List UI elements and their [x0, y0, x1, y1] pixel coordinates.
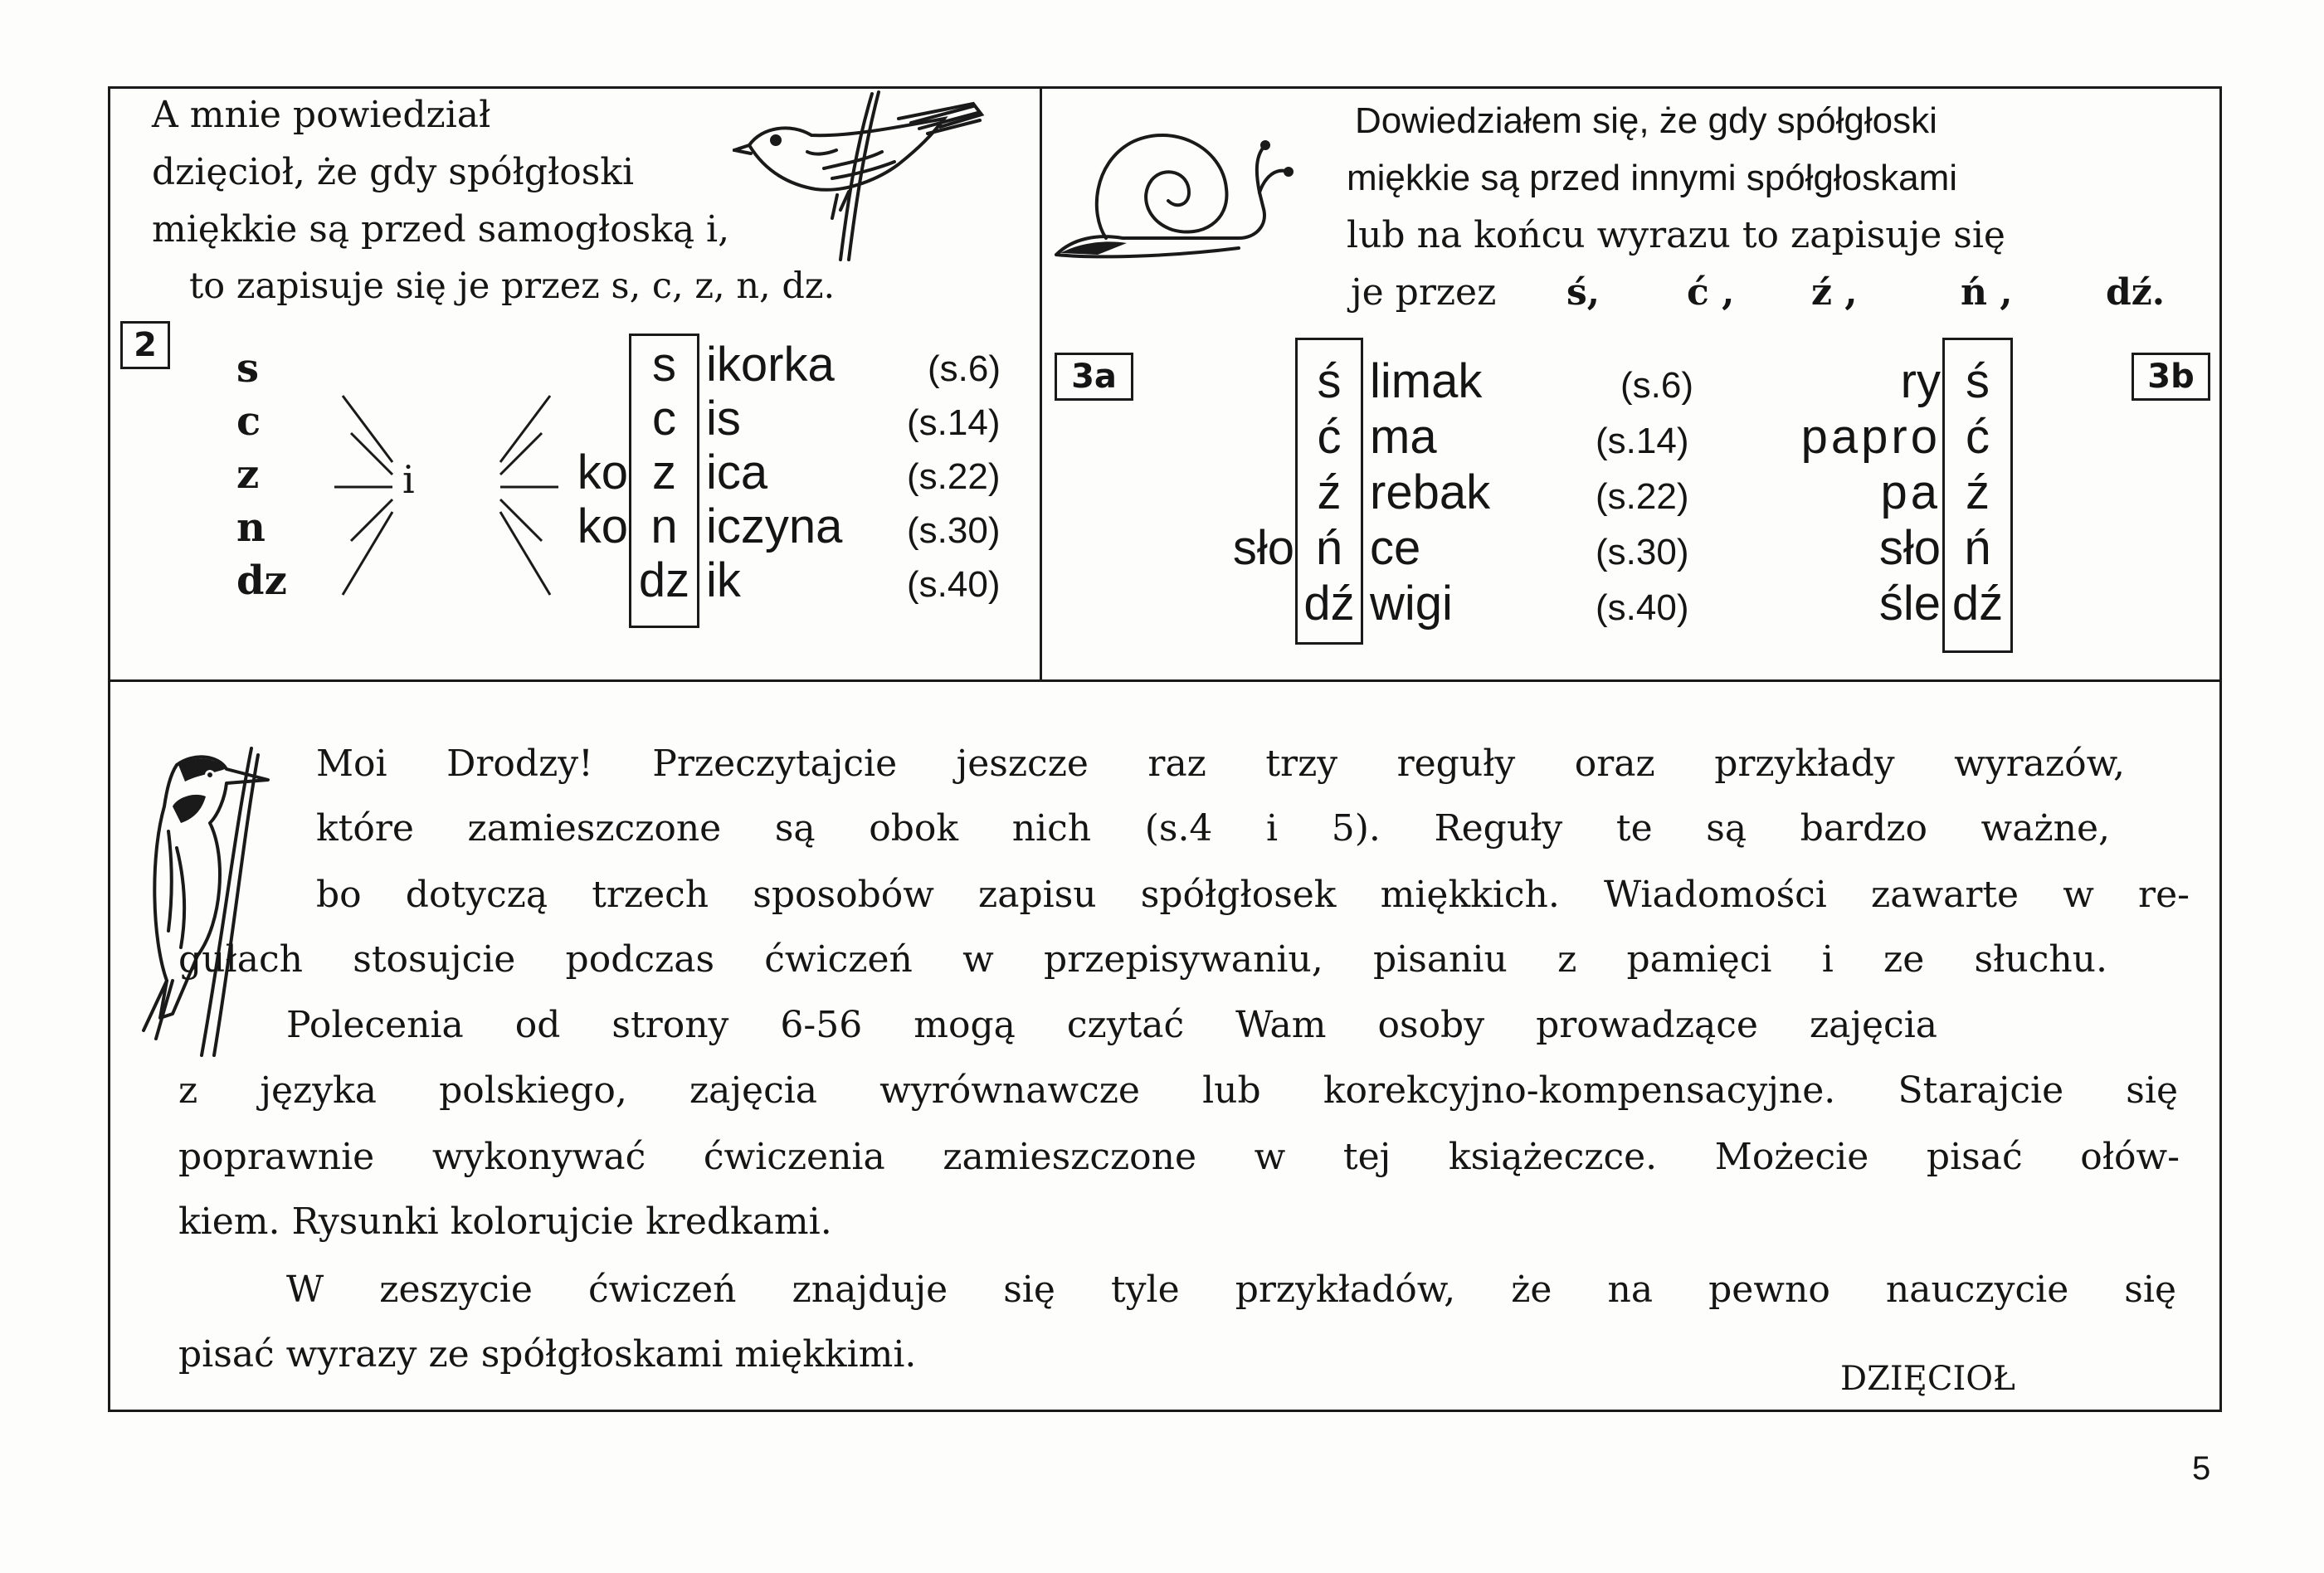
s2-word-4-rest: iczyna	[706, 499, 843, 553]
s2-word-5-letter: dz	[638, 553, 690, 607]
right-rule-letter-dz: dź.	[2106, 271, 2166, 314]
s2-word-4-ref: (s.30)	[907, 510, 1001, 551]
s3a-word-2-rest: ma	[1370, 410, 1437, 464]
s3b-word-5-letter: dź	[1951, 577, 2004, 631]
letter-line-9: W zeszycie ćwiczeń znajduje się tyle przykładów, że na pewno nauczycie się	[286, 1269, 2176, 1311]
s2-word-4-prefix: ko	[577, 499, 628, 553]
letter-line-3: bo dotyczą trzech sposobów zapisu spółgłosek miękkich. Wiadomości zawarte w re-	[316, 874, 2190, 916]
right-rule-line-3: lub na końcu wyrazu to zapisuje się	[1347, 214, 2005, 256]
left-rule-line-3: miękkie są przed samogłoską i,	[152, 208, 730, 251]
s3a-word-4-rest: ce	[1370, 521, 1421, 575]
s3a-word-3-letter: ź	[1317, 465, 1342, 519]
s2-word-3-prefix: ko	[577, 446, 628, 499]
s3b-word-4-prefix: sło	[1878, 521, 1941, 575]
s3a-word-1-ref: (s.6)	[1620, 365, 1693, 406]
s3a-word-4-letter: ń	[1315, 521, 1343, 575]
page-number: 5	[2192, 1450, 2211, 1487]
letter-line-1: Moi Drodzy! Przeczytajcie jeszcze raz trzy reguły oraz przykłady wyrazów,	[316, 743, 2125, 785]
s2-word-5-rest: ik	[706, 553, 741, 607]
letter-line-8: kiem. Rysunki kolorujcie kredkami.	[178, 1200, 832, 1243]
left-rule-line-4: to zapisuje się je przez s, c, z, n, dz.	[189, 265, 836, 307]
s3b-word-2-letter: ć	[1966, 410, 1990, 464]
s3b-word-5-prefix: śle	[1878, 577, 1941, 631]
s2-word-2-rest: is	[706, 392, 741, 446]
right-rule-last-prefix: je przez	[1351, 271, 1497, 314]
right-rule-letter-s: ś,	[1566, 271, 1600, 314]
s3a-word-2-ref: (s.14)	[1596, 421, 1689, 461]
s3a-word-4-ref: (s.30)	[1596, 532, 1689, 572]
right-rule-letter-z: ź ,	[1811, 271, 1858, 314]
s3a-word-1-rest: limak	[1370, 354, 1483, 408]
s3a-word-5-ref: (s.40)	[1596, 587, 1689, 628]
s2-word-1-letter: s	[652, 338, 676, 392]
s2-word-2-ref: (s.14)	[907, 402, 1001, 443]
letter-line-4: gułach stosujcie podczas ćwiczeń w przepisywaniu, pisaniu z pamięci i ze słuchu.	[178, 938, 2107, 981]
s3a-word-5-letter: dź	[1303, 577, 1355, 631]
tag-2: 2	[120, 321, 170, 369]
s3b-word-1-prefix: ry	[1900, 354, 1941, 408]
s2-letter-c: c	[236, 398, 261, 445]
bird-icon	[733, 85, 1048, 268]
s2-letter-z: z	[236, 451, 260, 498]
s3a-word-2-letter: ć	[1317, 410, 1342, 464]
s3a-word-3-rest: rebak	[1370, 465, 1491, 519]
rules-panel	[110, 89, 2219, 682]
woodpecker-icon	[127, 732, 293, 1064]
letter-line-7: poprawnie wykonywać ćwiczenia zamieszczone w tej książeczce. Możecie pisać ołów-	[178, 1136, 2180, 1178]
s3b-word-1-letter: ś	[1966, 354, 1990, 408]
s3b-word-3-letter: ź	[1966, 465, 1990, 519]
s2-word-1-ref: (s.6)	[928, 348, 1001, 389]
s2-letter-n: n	[236, 504, 266, 551]
letter-line-2: które zamieszczone są obok nich (s.4 i 5). Reguły te są bardzo ważne,	[316, 807, 2110, 850]
signature: DZIĘCIOŁ	[1840, 1360, 2015, 1398]
s3a-word-4-prefix: sło	[1232, 521, 1294, 575]
tag-3b: 3b	[2132, 353, 2210, 401]
right-rule-letter-c: ć ,	[1687, 271, 1735, 314]
letter-line-5: Polecenia od strony 6-56 mogą czytać Wam osoby prowadzące zajęcia	[286, 1004, 1937, 1046]
left-rule-line-1: A mnie powiedział	[152, 94, 491, 136]
tag-3a: 3a	[1055, 353, 1133, 401]
s3a-word-3-ref: (s.22)	[1596, 476, 1689, 517]
letter-line-6: z języka polskiego, zajęcia wyrównawcze lub korekcyjno-kompensacyjne. Starajcie się	[178, 1069, 2178, 1112]
right-rule-line-1: Dowiedziałem się, że gdy spółgłoski	[1355, 100, 1937, 141]
left-rule-line-2: dzięcioł, że gdy spółgłoski	[152, 151, 635, 193]
s2-word-3-ref: (s.22)	[907, 456, 1001, 497]
right-rule-letter-n: ń ,	[1961, 271, 2013, 314]
s3b-word-2-prefix: papro	[1800, 410, 1941, 464]
letter-line-10: pisać wyrazy ze spółgłoskami miękkimi.	[178, 1333, 917, 1376]
s2-word-2-letter: c	[652, 392, 676, 446]
s2-letter-s: s	[236, 345, 260, 392]
s2-word-3-letter: z	[652, 446, 676, 499]
content-frame	[108, 86, 2222, 1412]
s2-joiner: i	[402, 457, 415, 502]
s3a-word-5-rest: wigi	[1370, 577, 1453, 631]
s2-word-5-ref: (s.40)	[907, 564, 1001, 605]
s3a-word-1-letter: ś	[1317, 354, 1342, 408]
right-rule-line-2: miękkie są przed innymi spółgłoskami	[1347, 158, 1958, 198]
s2-letter-dz: dz	[236, 558, 287, 604]
snail-icon	[1048, 114, 1297, 271]
s2-word-1-rest: ikorka	[706, 338, 835, 392]
s3b-word-3-prefix: pa	[1880, 465, 1941, 519]
s3b-word-4-letter: ń	[1964, 521, 1991, 575]
s2-word-3-rest: ica	[706, 446, 768, 499]
s2-word-4-letter: n	[650, 499, 678, 553]
